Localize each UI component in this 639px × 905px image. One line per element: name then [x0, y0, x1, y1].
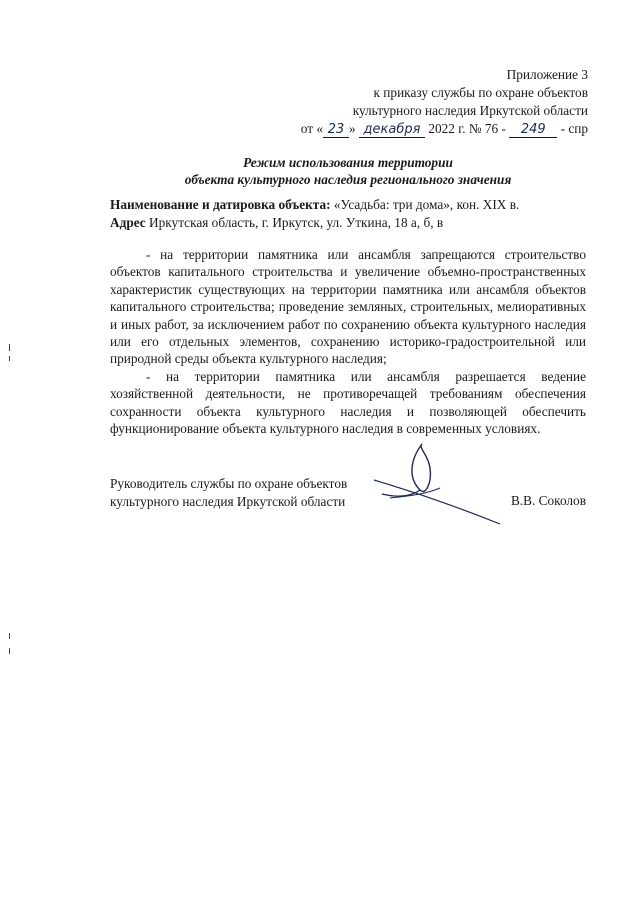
date-from-label: от « [300, 121, 324, 136]
appendix-number: Приложение 3 [506, 67, 588, 82]
object-name-label: Наименование и датировка объекта: [110, 197, 331, 212]
appendix-date-line [301, 120, 588, 138]
signature-block [110, 475, 586, 511]
margin-mark [9, 648, 10, 654]
document-title [110, 154, 586, 188]
prohibition-paragraph: - на территории памятника или ансамбля запрещаются строительство объектов капитального строительства и увеличение объемно-пространственных характеристик существующих на территории памятника или ансамбля объектов капитального строительства; проведение земляных, строительных, мелиоративных и иных работ, за исключением работ по сохранению объекта культурного наследия или его отдельных элементов, сохранению историко-градостроительной или природной среды объекта культурного наследия; [110, 247, 586, 367]
signer-position-line-2: культурного наследия Иркутской области [110, 494, 346, 509]
object-address-row [110, 214, 586, 232]
appendix-header [301, 66, 588, 138]
regime-body [110, 246, 586, 437]
appendix-order-ref: к приказу службы по охране объектов [373, 85, 588, 100]
handwritten-order-number: 249 [509, 123, 557, 138]
margin-mark [9, 356, 10, 361]
date-quote-close: » [349, 121, 356, 136]
margin-mark [9, 344, 10, 351]
order-year-number: 2022 г. № 76 - [428, 121, 506, 136]
appendix-authority: культурного наследия Иркутской области [352, 103, 588, 118]
object-address-label: Адрес [110, 215, 146, 230]
object-info [110, 196, 586, 232]
title-line-1: Режим использования территории [243, 155, 453, 170]
object-address-value: Иркутская область, г. Иркутск, ул. Уткина, 18 а, б, в [149, 215, 444, 230]
signer-position-line-1: Руководитель службы по охране объектов [110, 476, 348, 491]
title-line-2: объекта культурного наследия регионального значения [184, 172, 512, 187]
handwritten-month: декабря [359, 123, 425, 138]
margin-mark [9, 633, 10, 639]
order-suffix: - спр [560, 121, 588, 136]
handwritten-day: 23 [323, 123, 349, 138]
object-name-row [110, 196, 586, 214]
permission-paragraph: - на территории памятника или ансамбля разрешается ведение хозяйственной деятельности, не противоречащей требованиям обеспечения сохранности объекта культурного наследия и позволяющей обеспечить функционирование объекта культурного наследия в современных условиях. [110, 368, 586, 437]
signer-name: В.В. Соколов [510, 493, 586, 508]
object-name-value: «Усадьба: три дома», кон. XIX в. [333, 197, 520, 212]
signer-position [110, 475, 347, 511]
